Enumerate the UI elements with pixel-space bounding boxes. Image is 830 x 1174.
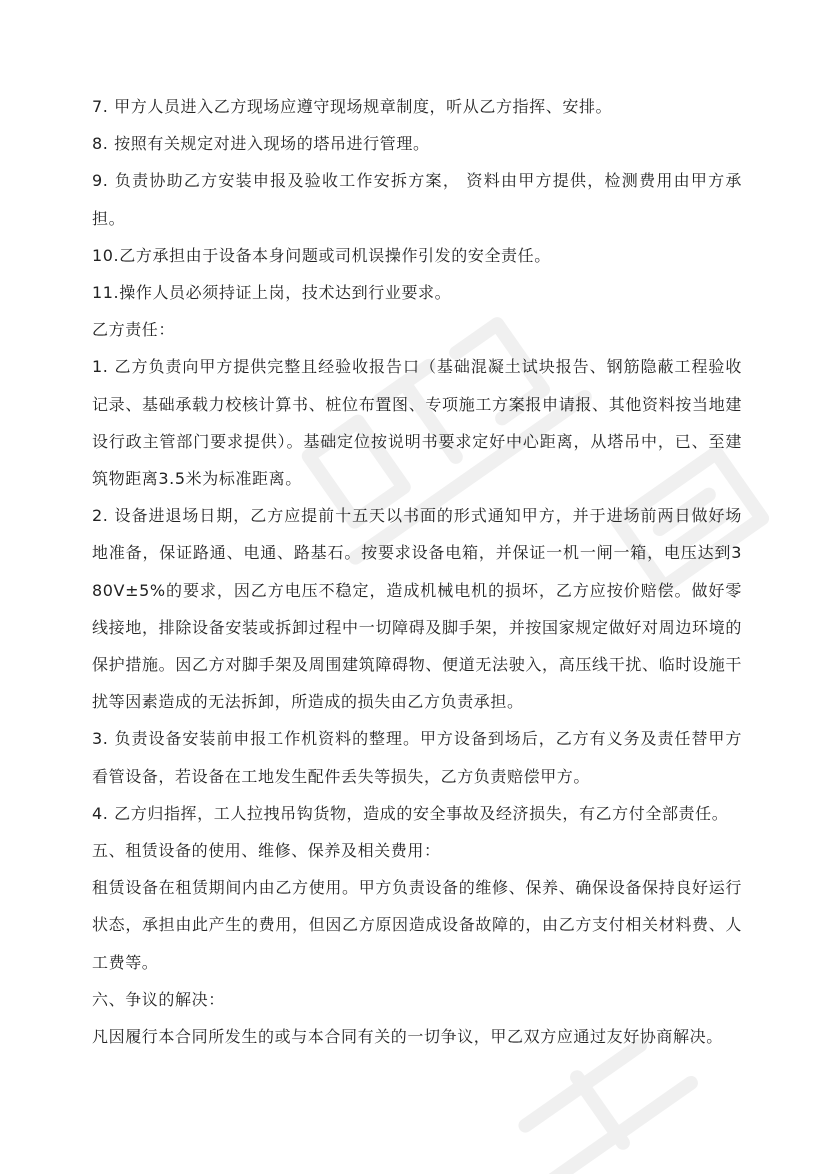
section-5-text: 租赁设备在租赁期间内由乙方使用。甲方负责设备的维修、保养、确保设备保持良好运行状态，承担由此产生的费用，但因乙方原因造成设备故障的，由乙方支付相关材料费、人工费等。 xyxy=(92,878,742,972)
document-body xyxy=(92,88,742,1055)
party-b-clause-2: 2. 设备进退场日期，乙方应提前十五天以书面的形式通知甲方，并于进场前两日做好场地准备，保证路通、电通、路基石。按要求设备电箱，并保证一机一闸一箱，电压达到380V±5%的要求，因乙方电压不稳定，造成机械电机的损坏，乙方应按价赔偿。做好零线接地，排除设备安装或拆卸过程中一切障碍及脚手架，并按国家规定做好对周边环境的保护措施。因乙方对脚手架及周围建筑障碍物、便道无法驶入，高压线干扰、临时设施干扰等因素造成的无法拆卸，所造成的损失由乙方负责承担。 xyxy=(92,506,742,712)
clause-11: 11.操作人员必须持证上岗，技术达到行业要求。 xyxy=(92,283,452,303)
party-b-clause-1: 1. 乙方负责向甲方提供完整且经验收报告口（基础混凝土试块报告、钢筋隐蔽工程验收记录、基础承载力校核计算书、桩位布置图、专项施工方案报申请报、其他资料按当地建设行政主管部门要求提供）。基础定位按说明书要求定好中心距离，从塔吊中，已、至建筑物距离3.5米为标准距离。 xyxy=(92,357,742,489)
clause-10: 10.乙方承担由于设备本身问题或司机误操作引发的安全责任。 xyxy=(92,245,551,265)
clause-7: 7. 甲方人员进入乙方现场应遵守现场规章制度，听从乙方指挥、安排。 xyxy=(92,97,613,116)
party-b-clause-3: 3. 负责设备安装前申报工作机资料的整理。甲方设备到场后，乙方有义务及责任替甲方看管设备，若设备在工地发生配件丢失等损失，乙方负责赔偿甲方。 xyxy=(92,729,742,786)
section-6-text: 凡因履行本合同所发生的或与本合同有关的一切争议，甲乙双方应通过友好协商解决。 xyxy=(92,1027,723,1047)
section-5-heading: 五、租赁设备的使用、维修、保养及相关费用： xyxy=(92,841,441,861)
section-6-heading: 六、争议的解决： xyxy=(92,989,225,1009)
clause-8: 8. 按照有关规定对进入现场的塔吊进行管理。 xyxy=(92,134,430,154)
party-b-clause-4: 4. 乙方归指挥，工人拉拽吊钩货物，造成的安全事故及经济损失，有乙方付全部责任。 xyxy=(92,803,729,823)
clause-9: 9. 负责协助乙方安装申报及验收工作安拆方案， 资料由甲方提供，检测费用由甲方承担。 xyxy=(92,171,742,228)
party-b-responsibilities-heading: 乙方责任： xyxy=(92,320,176,340)
